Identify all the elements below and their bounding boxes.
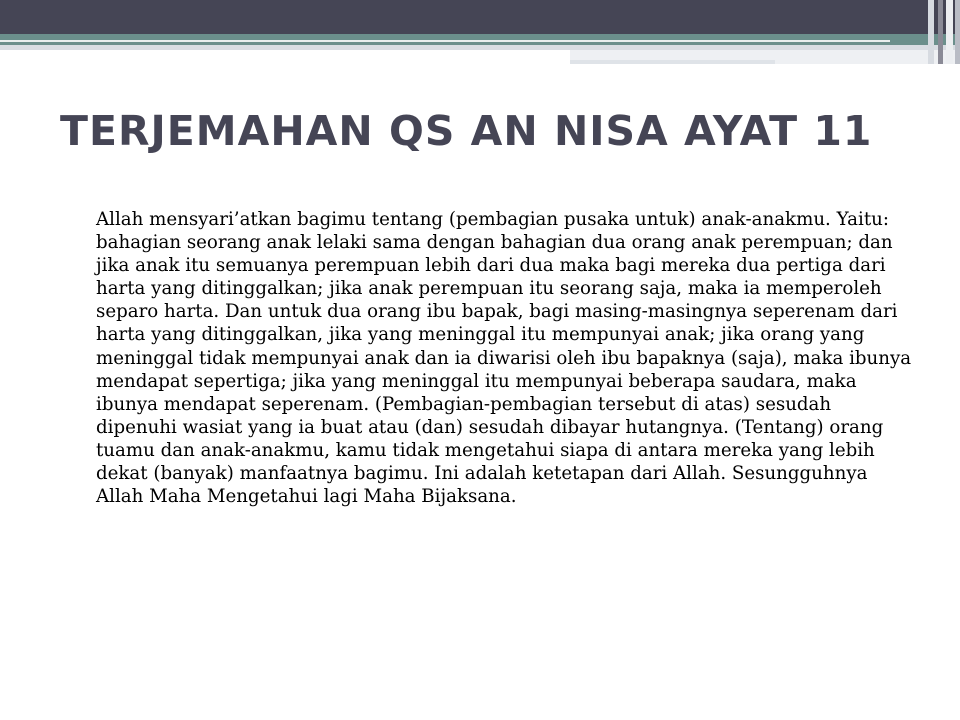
header-vertical-stripe: [946, 0, 953, 64]
slide-title: TERJEMAHAN QS AN NISA AYAT 11: [60, 107, 873, 155]
header-vertical-stripe: [955, 0, 960, 64]
header-vertical-stripe: [928, 0, 934, 64]
slide-body-text: Allah mensyari’atkan bagimu tentang (pembagian pusaka untuk) anak-anakmu. Yaitu: bahagian seorang anak lelaki sama dengan bahagian dua orang anak perempuan; dan jika anak itu semuanya perempuan lebih dari dua maka bagi mereka dua pertiga dari harta yang ditinggalkan; jika anak perempuan itu seorang saja, maka ia memperoleh separo harta. Dan untuk dua orang ibu bapak, bagi masing-masingnya seperenam dari harta yang ditinggalkan, jika yang meninggal itu mempunyai anak; jika orang yang meninggal tidak mempunyai anak dan ia diwarisi oleh ibu bapaknya (saja), maka ibunya mendapat sepertiga; jika yang meninggal itu mempunyai beberapa saudara, maka ibunya mendapat seperenam. (Pembagian-pembagian tersebut di atas) sesudah dipenuhi wasiat yang ia buat atau (dan) sesudah dibayar hutangnya. (Tentang) orang tuamu dan anak-anakmu, kamu tidak mengetahui siapa di antara mereka yang lebih dekat (banyak) manfaatnya bagimu. Ini adalah ketetapan dari Allah. Sesungguhnya Allah Maha Mengetahui lagi Maha Bijaksana.: [96, 209, 912, 508]
header-vertical-stripe: [938, 0, 943, 64]
header-divider-line: [0, 40, 890, 42]
header-band-dark: [0, 0, 960, 34]
header-band-light-accent-2: [570, 60, 775, 64]
